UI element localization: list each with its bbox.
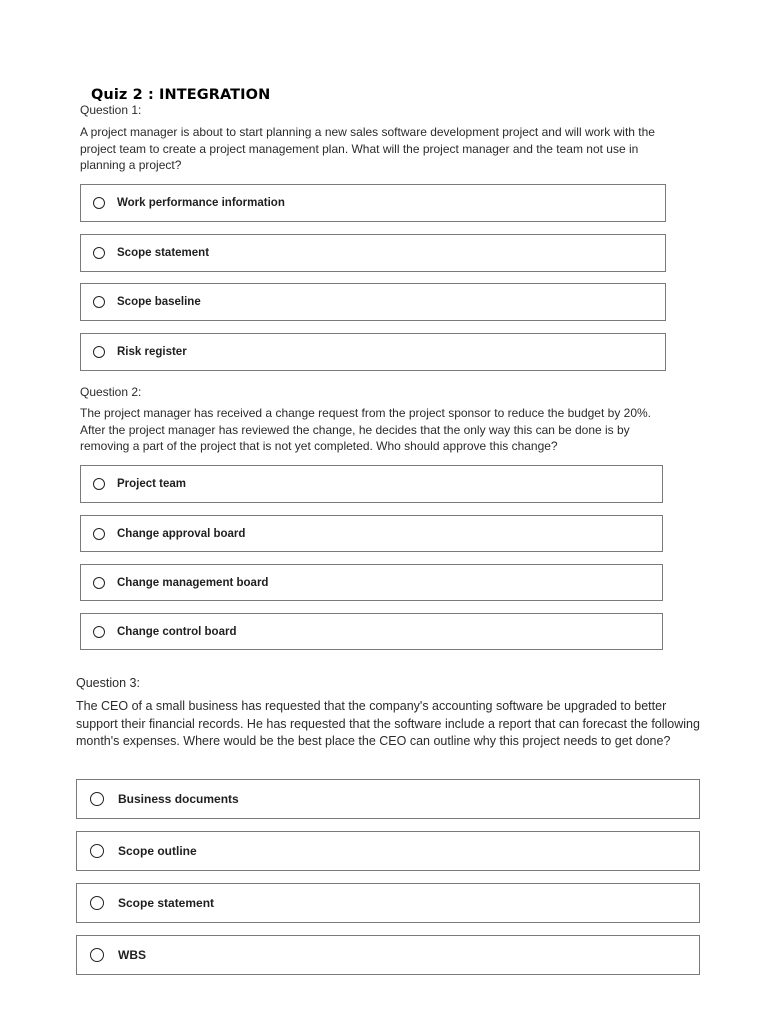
- option-label: Change control board: [117, 625, 237, 638]
- radio-button-icon[interactable]: [93, 296, 105, 308]
- question-1-option-2[interactable]: [80, 234, 666, 272]
- radio-button-icon[interactable]: [93, 577, 105, 589]
- question-1-option-4[interactable]: [80, 333, 666, 371]
- radio-button-icon[interactable]: [93, 247, 105, 259]
- radio-button-icon[interactable]: [93, 626, 105, 638]
- question-2-option-3[interactable]: [80, 564, 663, 601]
- question-3-text: The CEO of a small business has requested that the company's accounting software be upgraded to better support their financial records. He has requested that the software include a report that can forecast the following month's expenses. Where would be the best place the CEO can outline why this project needs to get done?: [76, 699, 700, 748]
- option-label: Scope outline: [118, 844, 197, 858]
- radio-button-icon[interactable]: [93, 346, 105, 358]
- question-3-option-3[interactable]: [76, 883, 700, 923]
- radio-button-icon[interactable]: [90, 844, 104, 858]
- radio-button-icon[interactable]: [93, 197, 105, 209]
- option-label: Project team: [117, 478, 187, 490]
- question-2-option-2[interactable]: [80, 515, 663, 552]
- option-label: Change management board: [117, 576, 269, 589]
- option-label: Scope statement: [117, 247, 210, 259]
- question-1-option-3[interactable]: [80, 283, 666, 321]
- page-title: Quiz 2 : INTEGRATION: [91, 87, 271, 103]
- radio-button-icon[interactable]: [90, 948, 104, 962]
- question-2-option-4[interactable]: [80, 613, 663, 650]
- option-label: Scope baseline: [117, 296, 201, 308]
- option-label: Business documents: [118, 792, 239, 806]
- question-3-label: Question 3:: [76, 676, 140, 690]
- question-3-option-1[interactable]: [76, 779, 700, 819]
- radio-button-icon[interactable]: [90, 792, 104, 806]
- question-3-option-2[interactable]: [76, 831, 700, 871]
- option-label: Work performance information: [117, 197, 285, 209]
- question-2-label: Question 2:: [80, 385, 142, 399]
- option-label: Scope statement: [118, 896, 215, 910]
- question-1-text: A project manager is about to start planning a new sales software development project and will work with the project team to create a project management plan. What will the project manager and the team not use in planning a project?: [80, 125, 655, 172]
- question-1-option-1[interactable]: [80, 184, 666, 222]
- question-3-option-4[interactable]: [76, 935, 700, 975]
- radio-button-icon[interactable]: [93, 478, 105, 490]
- question-2-option-1[interactable]: [80, 465, 663, 503]
- question-1-label: Question 1:: [80, 103, 142, 117]
- option-label: Change approval board: [117, 527, 246, 540]
- radio-button-icon[interactable]: [93, 528, 105, 540]
- question-2-text: The project manager has received a change request from the project sponsor to reduce the budget by 20%. After the project manager has reviewed the change, he decides that the only way this can be done is by removing a part of the project that is not yet completed. Who should approve this change?: [80, 406, 652, 453]
- option-label: Risk register: [117, 346, 187, 358]
- radio-button-icon[interactable]: [90, 896, 104, 910]
- option-label: WBS: [118, 948, 146, 962]
